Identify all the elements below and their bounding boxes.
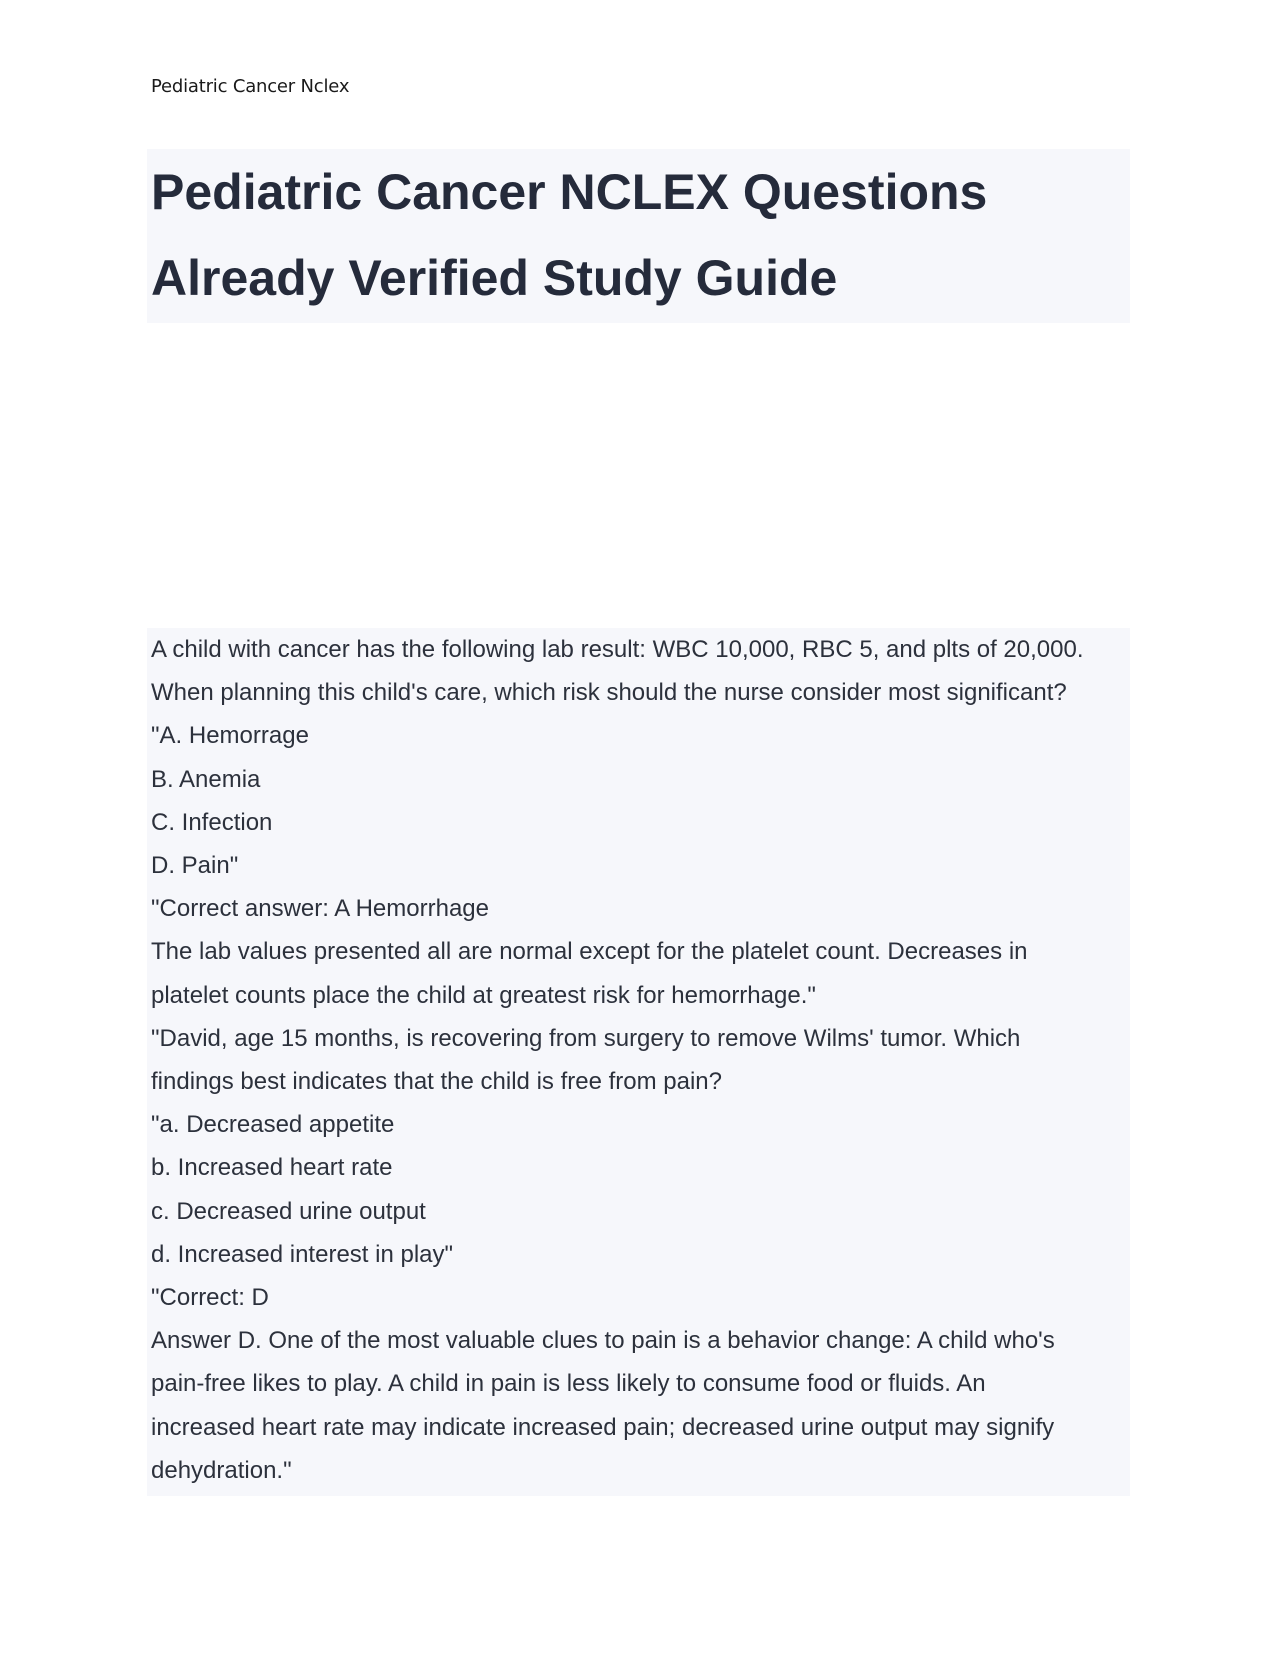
- question-1-option-b: B. Anemia: [151, 765, 261, 793]
- question-2-answer: "Correct: D: [151, 1284, 269, 1312]
- question-1-stem-line-2: When planning this child's care, which risk should the nurse consider most significant?: [151, 679, 1067, 707]
- question-2-rationale-line-3: increased heart rate may indicate increased pain; decreased urine output may signify: [151, 1413, 1055, 1441]
- question-1-option-d: D. Pain": [151, 852, 239, 880]
- question-1-rationale-line-2: platelet counts place the child at greatest risk for hemorrhage.": [151, 981, 816, 1009]
- question-1-stem-line-1: A child with cancer has the following lab result: WBC 10,000, RBC 5, and plts of 20,000.: [151, 636, 1084, 663]
- question-2-rationale-line-2: pain-free likes to play. A child in pain is less likely to consume food or fluids. An: [151, 1370, 986, 1398]
- question-2-option-a: "a. Decreased appetite: [151, 1111, 395, 1139]
- title-line-2: Already Verified Study Guide: [151, 250, 838, 306]
- question-2-stem-line-1: "David, age 15 months, is recovering from surgery to remove Wilms' tumor. Which: [151, 1024, 1021, 1052]
- question-2-rationale-line-4: dehydration.": [151, 1456, 292, 1484]
- question-block: [147, 628, 1130, 1496]
- title-line-1: Pediatric Cancer NCLEX Questions: [151, 164, 988, 220]
- question-2-rationale-line-1: Answer D. One of the most valuable clues to pain is a behavior change: A child who's: [151, 1327, 1055, 1355]
- title-block: [147, 149, 1130, 323]
- running-header: Pediatric Cancer Nclex: [151, 76, 350, 97]
- question-2-option-d: d. Increased interest in play": [151, 1240, 454, 1268]
- question-1-option-a: "A. Hemorrage: [151, 722, 309, 750]
- question-1-option-c: C. Infection: [151, 808, 273, 836]
- question-2-stem-line-2: findings best indicates that the child is free from pain?: [151, 1068, 722, 1096]
- question-2-option-c: c. Decreased urine output: [151, 1197, 426, 1225]
- question-1-answer: "Correct answer: A Hemorrhage: [151, 895, 489, 923]
- question-2-option-b: b. Increased heart rate: [151, 1154, 393, 1182]
- question-1-rationale-line-1: The lab values presented all are normal except for the platelet count. Decreases in: [151, 938, 1028, 966]
